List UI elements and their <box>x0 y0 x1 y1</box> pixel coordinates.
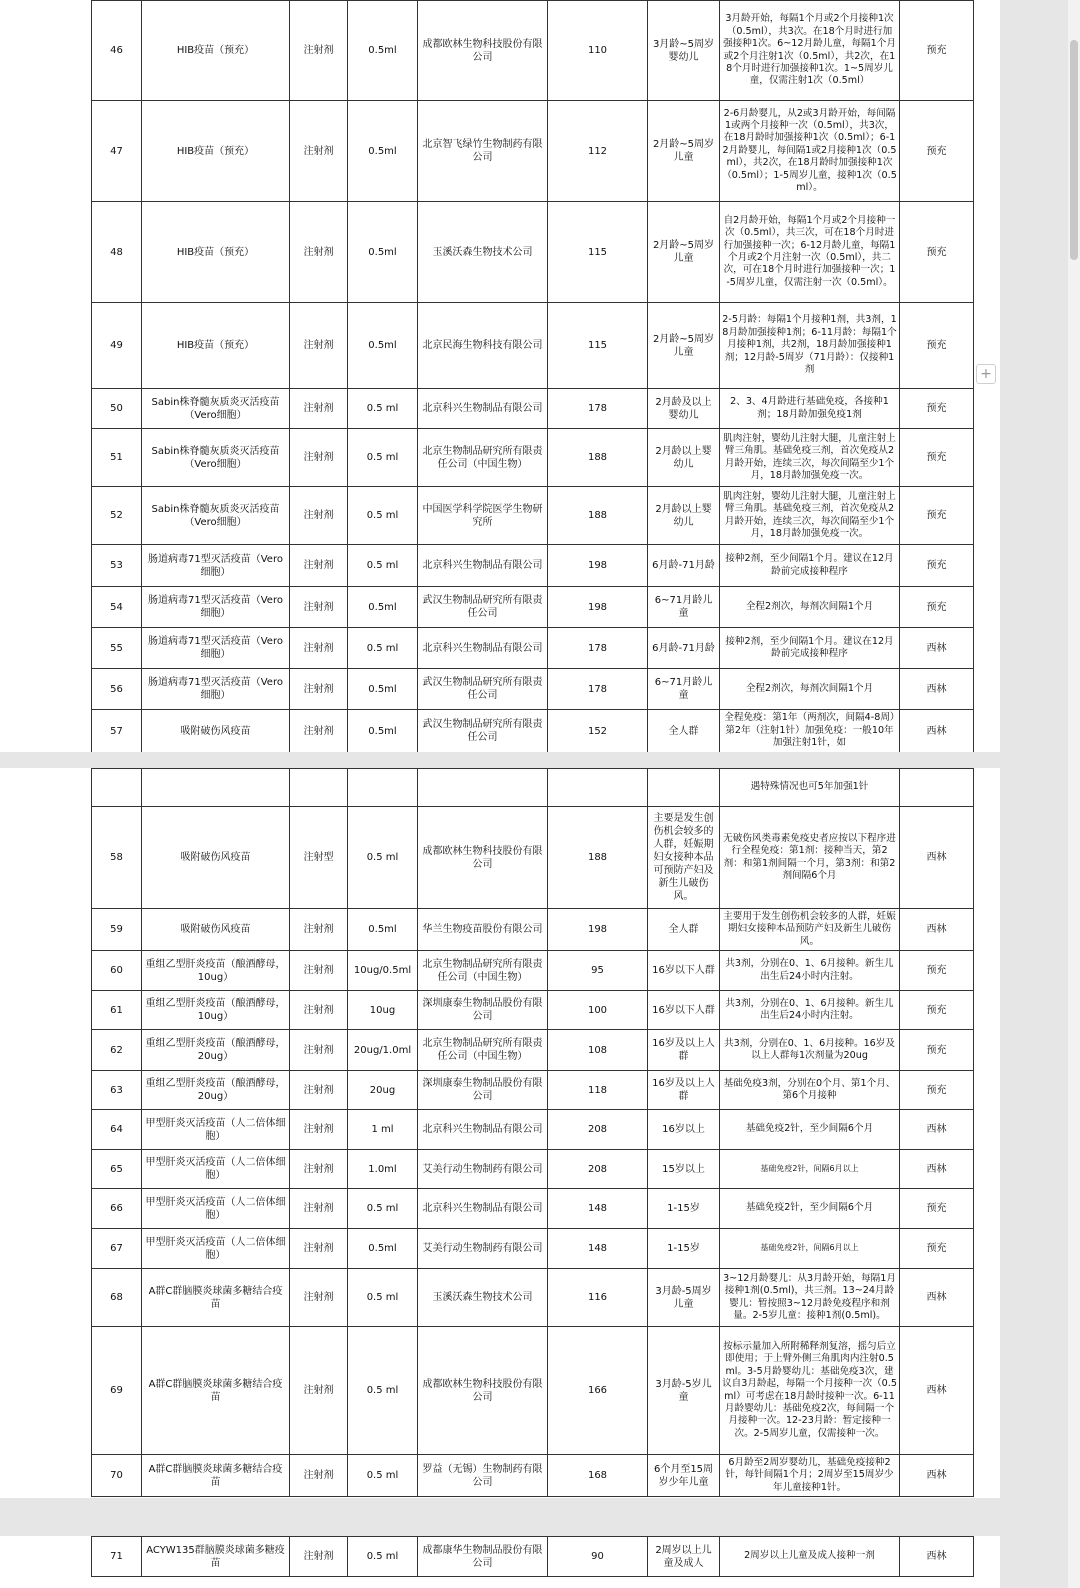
target-population-cell <box>648 769 720 807</box>
specification-cell: 20ug/1.0ml <box>348 1030 418 1071</box>
table-row <box>92 1229 974 1269</box>
table-row <box>92 303 974 389</box>
vaccine-name-cell: ACYW135群脑膜炎球菌多糖疫苗 <box>142 1537 290 1577</box>
target-population-cell: 全人群 <box>648 710 720 753</box>
package-type-cell: 预充 <box>900 1071 974 1110</box>
manufacturer-cell: 成都欧林生物科技股份有限公司 <box>418 807 548 909</box>
package-type-cell: 西林 <box>900 1537 974 1577</box>
immunization-schedule-cell: 共3剂，分别在0、1、6月接种。新生儿出生后24小时内注射。 <box>720 951 900 991</box>
specification-cell: 0.5 ml <box>348 1455 418 1497</box>
manufacturer-cell: 武汉生物制品研究所有限责任公司 <box>418 587 548 628</box>
package-type-cell: 预充 <box>900 487 974 545</box>
manufacturer-cell: 北京科兴生物制品有限公司 <box>418 389 548 429</box>
vaccine-name-cell: A群C群脑膜炎球菌多糖结合疫苗 <box>142 1269 290 1327</box>
package-type-cell: 预充 <box>900 1030 974 1071</box>
package-type-cell: 预充 <box>900 545 974 587</box>
row-number-cell: 48 <box>92 202 142 303</box>
table-row <box>92 769 974 807</box>
row-number-cell: 49 <box>92 303 142 389</box>
manufacturer-cell: 北京生物制品研究所有限责任公司（中国生物） <box>418 429 548 487</box>
specification-cell: 0.5ml <box>348 1 418 101</box>
row-number-cell: 62 <box>92 1030 142 1071</box>
dosage-form-cell: 注射剂 <box>290 389 348 429</box>
dosage-form-cell: 注射型 <box>290 807 348 909</box>
package-type-cell: 预充 <box>900 429 974 487</box>
manufacturer-cell: 玉溪沃森生物技术公司 <box>418 202 548 303</box>
dosage-form-cell: 注射剂 <box>290 669 348 710</box>
table-row <box>92 710 974 753</box>
target-population-cell: 6月龄-71月龄 <box>648 545 720 587</box>
immunization-schedule-cell: 肌肉注射，婴幼儿注射大腿，儿童注射上臂三角肌。基础免疫三剂，首次免疫从2月龄开始，连续三次，每次间隔至少1个月，18月龄加强免疫一次。 <box>720 487 900 545</box>
package-type-cell: 西林 <box>900 669 974 710</box>
row-number-cell: 71 <box>92 1537 142 1577</box>
target-population-cell: 2周岁以上儿童及成人 <box>648 1537 720 1577</box>
target-population-cell: 2月龄~5周岁儿童 <box>648 202 720 303</box>
table-row <box>92 951 974 991</box>
immunization-schedule-cell: 基础免疫2针，至少间隔6个月 <box>720 1189 900 1229</box>
package-type-cell: 西林 <box>900 807 974 909</box>
manufacturer-cell: 武汉生物制品研究所有限责任公司 <box>418 710 548 753</box>
price-cell: 108 <box>548 1030 648 1071</box>
package-type-cell: 预充 <box>900 991 974 1030</box>
manufacturer-cell: 玉溪沃森生物技术公司 <box>418 1269 548 1327</box>
manufacturer-cell: 北京科兴生物制品有限公司 <box>418 545 548 587</box>
dosage-form-cell: 注射剂 <box>290 1229 348 1269</box>
table-row <box>92 545 974 587</box>
price-cell: 188 <box>548 429 648 487</box>
row-number-cell: 67 <box>92 1229 142 1269</box>
table-row <box>92 101 974 202</box>
price-cell: 188 <box>548 807 648 909</box>
vaccine-name-cell: HIB疫苗（预充） <box>142 202 290 303</box>
price-cell: 115 <box>548 303 648 389</box>
price-cell: 178 <box>548 389 648 429</box>
vaccine-name-cell: 甲型肝炎灭活疫苗（人二倍体细胞） <box>142 1229 290 1269</box>
document-page-3 <box>0 1536 1000 1588</box>
dosage-form-cell: 注射剂 <box>290 710 348 753</box>
manufacturer-cell: 武汉生物制品研究所有限责任公司 <box>418 669 548 710</box>
dosage-form-cell: 注射剂 <box>290 429 348 487</box>
price-cell: 188 <box>548 487 648 545</box>
vaccine-name-cell: HIB疫苗（预充） <box>142 303 290 389</box>
vaccine-table <box>91 768 974 1497</box>
row-number-cell: 64 <box>92 1110 142 1150</box>
price-cell: 166 <box>548 1327 648 1455</box>
row-number-cell: 68 <box>92 1269 142 1327</box>
specification-cell: 0.5 ml <box>348 1327 418 1455</box>
specification-cell: 0.5 ml <box>348 1189 418 1229</box>
specification-cell: 10ug <box>348 991 418 1030</box>
immunization-schedule-cell: 共3剂，分别在0、1、6月接种。16岁及以上人群每1次剂量为20ug <box>720 1030 900 1071</box>
target-population-cell: 16岁以上 <box>648 1110 720 1150</box>
vaccine-name-cell: 甲型肝炎灭活疫苗（人二倍体细胞） <box>142 1150 290 1189</box>
table-row <box>92 1327 974 1455</box>
row-number-cell: 51 <box>92 429 142 487</box>
row-number-cell: 47 <box>92 101 142 202</box>
vaccine-name-cell: 重组乙型肝炎疫苗（酿酒酵母，20ug） <box>142 1030 290 1071</box>
dosage-form-cell: 注射剂 <box>290 1455 348 1497</box>
dosage-form-cell: 注射剂 <box>290 587 348 628</box>
immunization-schedule-cell: 接种2剂，至少间隔1个月。建议在12月龄前完成接种程序 <box>720 628 900 669</box>
table-row <box>92 669 974 710</box>
dosage-form-cell: 注射剂 <box>290 1269 348 1327</box>
add-icon[interactable]: + <box>976 364 996 384</box>
immunization-schedule-cell: 基础免疫2针，间隔6月以上 <box>720 1229 900 1269</box>
target-population-cell: 2月龄以上婴幼儿 <box>648 487 720 545</box>
table-row <box>92 1189 974 1229</box>
vaccine-name-cell: HIB疫苗（预充） <box>142 1 290 101</box>
dosage-form-cell: 注射剂 <box>290 991 348 1030</box>
target-population-cell: 6个月至15周岁少年儿童 <box>648 1455 720 1497</box>
vaccine-name-cell: 肠道病毒71型灭活疫苗（Vero细胞） <box>142 587 290 628</box>
price-cell: 148 <box>548 1189 648 1229</box>
row-number-cell: 55 <box>92 628 142 669</box>
document-page-2 <box>0 768 1000 1498</box>
vaccine-name-cell: 甲型肝炎灭活疫苗（人二倍体细胞） <box>142 1110 290 1150</box>
row-number-cell: 70 <box>92 1455 142 1497</box>
row-number-cell: 50 <box>92 389 142 429</box>
table-row <box>92 389 974 429</box>
dosage-form-cell: 注射剂 <box>290 1071 348 1110</box>
vaccine-table <box>91 1536 974 1577</box>
target-population-cell: 16岁以下人群 <box>648 991 720 1030</box>
vaccine-name-cell: A群C群脑膜炎球菌多糖结合疫苗 <box>142 1455 290 1497</box>
target-population-cell: 2月龄~5周岁儿童 <box>648 101 720 202</box>
table-row <box>92 1269 974 1327</box>
dosage-form-cell: 注射剂 <box>290 1110 348 1150</box>
vaccine-table <box>91 0 974 752</box>
package-type-cell: 西林 <box>900 1327 974 1455</box>
target-population-cell: 16岁以下人群 <box>648 951 720 991</box>
manufacturer-cell: 北京科兴生物制品有限公司 <box>418 1110 548 1150</box>
manufacturer-cell: 艾美行动生物制药有限公司 <box>418 1229 548 1269</box>
target-population-cell: 6~71月龄儿童 <box>648 669 720 710</box>
target-population-cell: 3月龄~5周岁婴幼儿 <box>648 1 720 101</box>
manufacturer-cell: 北京科兴生物制品有限公司 <box>418 628 548 669</box>
immunization-schedule-cell: 基础免疫3剂，分别在0个月、第1个月、第6个月接种 <box>720 1071 900 1110</box>
immunization-schedule-cell: 3月龄开始，每隔1个月或2个月接种1次（0.5ml），共3次。在18个月时进行加强接种1次。6~12月龄儿童，每隔1个月或2个月注射1次（0.5ml），共2次，在18个月时进行加强接种1次。1~5周岁儿童，仅需注射1次（0.5ml） <box>720 1 900 101</box>
vaccine-name-cell: 肠道病毒71型灭活疫苗（Vero细胞） <box>142 628 290 669</box>
row-number-cell: 46 <box>92 1 142 101</box>
price-cell: 152 <box>548 710 648 753</box>
immunization-schedule-cell: 按标示量加入所附稀释剂复溶，摇匀后立即使用；于上臂外侧三角肌肉内注射0.5ml。3-5月龄婴幼儿：基础免疫3次，建议自3月龄起，每隔一个月接种一次（0.5ml）可考虑在18月龄时接种一次。6-11月龄婴幼儿：基础免疫2次，每间隔一个月接种一次。12-23月龄：暂定接种一次。2-5周岁儿童，仅需接种一次。 <box>720 1327 900 1455</box>
target-population-cell: 2月龄以上婴幼儿 <box>648 429 720 487</box>
dosage-form-cell: 注射剂 <box>290 628 348 669</box>
document-page-1 <box>0 0 1000 752</box>
package-type-cell: 预充 <box>900 1229 974 1269</box>
price-cell: 198 <box>548 909 648 951</box>
price-cell: 168 <box>548 1455 648 1497</box>
row-number-cell: 59 <box>92 909 142 951</box>
target-population-cell: 全人群 <box>648 909 720 951</box>
dosage-form-cell: 注射剂 <box>290 487 348 545</box>
row-number-cell: 53 <box>92 545 142 587</box>
manufacturer-cell: 罗益（无锡）生物制药有限公司 <box>418 1455 548 1497</box>
specification-cell: 0.5 ml <box>348 429 418 487</box>
target-population-cell: 16岁及以上人群 <box>648 1071 720 1110</box>
specification-cell: 20ug <box>348 1071 418 1110</box>
package-type-cell: 西林 <box>900 1150 974 1189</box>
manufacturer-cell: 北京生物制品研究所有限责任公司（中国生物） <box>418 951 548 991</box>
immunization-schedule-cell: 基础免疫2针，间隔6月以上 <box>720 1150 900 1189</box>
dosage-form-cell: 注射剂 <box>290 1030 348 1071</box>
vaccine-name-cell: 甲型肝炎灭活疫苗（人二倍体细胞） <box>142 1189 290 1229</box>
immunization-schedule-cell: 自2月龄开始，每隔1个月或2个月接种一次（0.5ml），共三次，可在18个月时进行加强接种一次；6-12月龄儿童，每隔1个月或2个月注射一次（0.5ml），共二次，可在18个月时进行加强接种一次；1-5周岁儿童，仅需注射一次（0.5ml）。 <box>720 202 900 303</box>
row-number-cell: 58 <box>92 807 142 909</box>
price-cell: 198 <box>548 587 648 628</box>
target-population-cell: 主要是发生创伤机会较多的人群，妊娠期妇女接种本品可预防产妇及新生儿破伤风。 <box>648 807 720 909</box>
price-cell: 198 <box>548 545 648 587</box>
price-cell: 90 <box>548 1537 648 1577</box>
row-number-cell: 54 <box>92 587 142 628</box>
target-population-cell: 15岁以上 <box>648 1150 720 1189</box>
package-type-cell: 西林 <box>900 628 974 669</box>
immunization-schedule-cell: 遇特殊情况也可5年加强1针 <box>720 769 900 807</box>
table-row <box>92 991 974 1030</box>
price-cell: 95 <box>548 951 648 991</box>
row-number-cell: 65 <box>92 1150 142 1189</box>
target-population-cell: 16岁及以上人群 <box>648 1030 720 1071</box>
immunization-schedule-cell: 3~12月龄婴儿：从3月龄开始，每隔1月接种1剂(0.5ml)，共三剂。13~24月龄婴儿：暂按照3~12月龄免疫程序和剂量。2-5岁儿童：接种1剂(0.5ml)。 <box>720 1269 900 1327</box>
immunization-schedule-cell: 2-6月龄婴儿，从2或3月龄开始，每间隔1或两个月接种一次（0.5ml），共3次，在18月龄时加强接种1次（0.5ml）；6-12月龄婴儿，每间隔1或2月接种1次（0.5ml），共2次，在18月龄时加强接种1次（0.5ml）；1-5周岁儿童，接种1次（0.5ml）。 <box>720 101 900 202</box>
vaccine-name-cell: HIB疫苗（预充） <box>142 101 290 202</box>
table-row <box>92 1 974 101</box>
table-row <box>92 1150 974 1189</box>
immunization-schedule-cell: 无破伤风类毒素免疫史者应按以下程序进行全程免疫：第1剂：接种当天，第2剂：和第1剂间隔一个月，第3剂：和第2剂间隔6个月 <box>720 807 900 909</box>
table-row <box>92 807 974 909</box>
immunization-schedule-cell: 肌肉注射，婴幼儿注射大腿，儿童注射上臂三角肌。基础免疫三剂，首次免疫从2月龄开始，连续三次，每次间隔至少1个月，18月龄加强免疫一次。 <box>720 429 900 487</box>
dosage-form-cell: 注射剂 <box>290 1537 348 1577</box>
manufacturer-cell: 北京民海生物科技有限公司 <box>418 303 548 389</box>
package-type-cell: 西林 <box>900 1110 974 1150</box>
package-type-cell: 预充 <box>900 951 974 991</box>
table-row <box>92 1071 974 1110</box>
package-type-cell: 西林 <box>900 710 974 753</box>
specification-cell: 0.5 ml <box>348 1537 418 1577</box>
table-row <box>92 1537 974 1577</box>
row-number-cell <box>92 769 142 807</box>
target-population-cell: 2月龄~5周岁儿童 <box>648 303 720 389</box>
vaccine-name-cell: Sabin株脊髓灰质炎灭活疫苗（Vero细胞） <box>142 389 290 429</box>
table-row <box>92 1110 974 1150</box>
row-number-cell: 69 <box>92 1327 142 1455</box>
manufacturer-cell: 中国医学科学院医学生物研究所 <box>418 487 548 545</box>
vertical-scrollbar[interactable] <box>1068 0 1080 1588</box>
manufacturer-cell: 深圳康泰生物制品股份有限公司 <box>418 1071 548 1110</box>
vaccine-name-cell: 肠道病毒71型灭活疫苗（Vero细胞） <box>142 669 290 710</box>
manufacturer-cell: 华兰生物疫苗股份有限公司 <box>418 909 548 951</box>
manufacturer-cell: 北京生物制品研究所有限责任公司（中国生物） <box>418 1030 548 1071</box>
manufacturer-cell: 艾美行动生物制药有限公司 <box>418 1150 548 1189</box>
specification-cell: 0.5 ml <box>348 807 418 909</box>
target-population-cell: 6~71月龄儿童 <box>648 587 720 628</box>
immunization-schedule-cell: 接种2剂，至少间隔1个月。建议在12月龄前完成接种程序 <box>720 545 900 587</box>
row-number-cell: 66 <box>92 1189 142 1229</box>
manufacturer-cell <box>418 769 548 807</box>
specification-cell: 0.5 ml <box>348 389 418 429</box>
package-type-cell: 预充 <box>900 587 974 628</box>
package-type-cell: 预充 <box>900 389 974 429</box>
immunization-schedule-cell: 2周岁以上儿童及成人接种一剂 <box>720 1537 900 1577</box>
target-population-cell: 3月龄-5岁儿童 <box>648 1327 720 1455</box>
row-number-cell: 52 <box>92 487 142 545</box>
price-cell: 178 <box>548 628 648 669</box>
immunization-schedule-cell: 全程免疫：第1年（两剂次，间隔4-8周）第2年（注射1针）加强免疫：一般10年加强注射1针，如 <box>720 710 900 753</box>
target-population-cell: 3月龄-5周岁儿童 <box>648 1269 720 1327</box>
manufacturer-cell: 成都欧林生物科技股份有限公司 <box>418 1 548 101</box>
dosage-form-cell: 注射剂 <box>290 101 348 202</box>
immunization-schedule-cell: 全程2剂次，每剂次间隔1个月 <box>720 587 900 628</box>
specification-cell: 0.5ml <box>348 587 418 628</box>
specification-cell: 10ug/0.5ml <box>348 951 418 991</box>
vaccine-name-cell: 吸附破伤风疫苗 <box>142 909 290 951</box>
vaccine-name-cell: 重组乙型肝炎疫苗（酿酒酵母，20ug） <box>142 1071 290 1110</box>
price-cell <box>548 769 648 807</box>
specification-cell: 0.5ml <box>348 1229 418 1269</box>
vaccine-name-cell: A群C群脑膜炎球菌多糖结合疫苗 <box>142 1327 290 1455</box>
vaccine-name-cell: 吸附破伤风疫苗 <box>142 807 290 909</box>
specification-cell: 0.5ml <box>348 710 418 753</box>
vaccine-name-cell <box>142 769 290 807</box>
vaccine-name-cell: 肠道病毒71型灭活疫苗（Vero细胞） <box>142 545 290 587</box>
package-type-cell: 西林 <box>900 1455 974 1497</box>
dosage-form-cell: 注射剂 <box>290 303 348 389</box>
specification-cell: 0.5ml <box>348 303 418 389</box>
package-type-cell <box>900 769 974 807</box>
immunization-schedule-cell: 基础免疫2针，至少间隔6个月 <box>720 1110 900 1150</box>
target-population-cell: 6月龄-71月龄 <box>648 628 720 669</box>
package-type-cell: 西林 <box>900 909 974 951</box>
row-number-cell: 60 <box>92 951 142 991</box>
price-cell: 115 <box>548 202 648 303</box>
price-cell: 208 <box>548 1150 648 1189</box>
dosage-form-cell: 注射剂 <box>290 909 348 951</box>
target-population-cell: 1-15岁 <box>648 1229 720 1269</box>
vaccine-name-cell: 吸附破伤风疫苗 <box>142 710 290 753</box>
specification-cell: 0.5ml <box>348 202 418 303</box>
price-cell: 112 <box>548 101 648 202</box>
package-type-cell: 预充 <box>900 1189 974 1229</box>
price-cell: 148 <box>548 1229 648 1269</box>
dosage-form-cell: 注射剂 <box>290 951 348 991</box>
specification-cell: 1 ml <box>348 1110 418 1150</box>
table-row <box>92 1455 974 1497</box>
table-row <box>92 1030 974 1071</box>
vaccine-name-cell: Sabin株脊髓灰质炎灭活疫苗（Vero细胞） <box>142 429 290 487</box>
row-number-cell: 63 <box>92 1071 142 1110</box>
target-population-cell: 1-15岁 <box>648 1189 720 1229</box>
package-type-cell: 预充 <box>900 303 974 389</box>
vaccine-name-cell: 重组乙型肝炎疫苗（酿酒酵母，10ug） <box>142 951 290 991</box>
manufacturer-cell: 北京智飞绿竹生物制药有限公司 <box>418 101 548 202</box>
manufacturer-cell: 深圳康泰生物制品股份有限公司 <box>418 991 548 1030</box>
price-cell: 116 <box>548 1269 648 1327</box>
specification-cell: 0.5ml <box>348 909 418 951</box>
target-population-cell: 2月龄及以上婴幼儿 <box>648 389 720 429</box>
manufacturer-cell: 成都欧林生物科技股份有限公司 <box>418 1327 548 1455</box>
specification-cell: 0.5 ml <box>348 487 418 545</box>
table-row <box>92 202 974 303</box>
immunization-schedule-cell: 2-5月龄：每隔1个月接种1剂，共3剂，18月龄加强接种1剂；6-11月龄：每隔1个月接种1剂，共2剂，18月龄加强接种1剂；12月龄-5周岁（71月龄）：仅接种1剂 <box>720 303 900 389</box>
package-type-cell: 预充 <box>900 1 974 101</box>
specification-cell: 0.5ml <box>348 669 418 710</box>
package-type-cell: 西林 <box>900 1269 974 1327</box>
dosage-form-cell: 注射剂 <box>290 545 348 587</box>
specification-cell: 0.5 ml <box>348 545 418 587</box>
dosage-form-cell: 注射剂 <box>290 1189 348 1229</box>
row-number-cell: 61 <box>92 991 142 1030</box>
specification-cell: 0.5ml <box>348 101 418 202</box>
price-cell: 110 <box>548 1 648 101</box>
table-row <box>92 628 974 669</box>
price-cell: 208 <box>548 1110 648 1150</box>
price-cell: 118 <box>548 1071 648 1110</box>
package-type-cell: 预充 <box>900 202 974 303</box>
table-row <box>92 909 974 951</box>
row-number-cell: 56 <box>92 669 142 710</box>
row-number-cell: 57 <box>92 710 142 753</box>
manufacturer-cell: 成都康华生物制品股份有限公司 <box>418 1537 548 1577</box>
dosage-form-cell <box>290 769 348 807</box>
specification-cell: 0.5 ml <box>348 628 418 669</box>
table-row <box>92 429 974 487</box>
scrollbar-thumb[interactable] <box>1070 40 1078 260</box>
immunization-schedule-cell: 6月龄至2周岁婴幼儿，基础免疫接种2针，每针间隔1个月；2周岁至15周岁少年儿童接种1针。 <box>720 1455 900 1497</box>
specification-cell <box>348 769 418 807</box>
dosage-form-cell: 注射剂 <box>290 1 348 101</box>
dosage-form-cell: 注射剂 <box>290 202 348 303</box>
package-type-cell: 预充 <box>900 101 974 202</box>
immunization-schedule-cell: 共3剂，分别在0、1、6月接种。新生儿出生后24小时内注射。 <box>720 991 900 1030</box>
manufacturer-cell: 北京科兴生物制品有限公司 <box>418 1189 548 1229</box>
price-cell: 100 <box>548 991 648 1030</box>
immunization-schedule-cell: 2、3、4月龄进行基础免疫，各接种1剂；18月龄加强免疫1剂 <box>720 389 900 429</box>
table-row <box>92 587 974 628</box>
immunization-schedule-cell: 全程2剂次，每剂次间隔1个月 <box>720 669 900 710</box>
immunization-schedule-cell: 主要用于发生创伤机会较多的人群，妊娠期妇女接种本品预防产妇及新生儿破伤风。 <box>720 909 900 951</box>
vaccine-name-cell: Sabin株脊髓灰质炎灭活疫苗（Vero细胞） <box>142 487 290 545</box>
table-row <box>92 487 974 545</box>
specification-cell: 0.5 ml <box>348 1269 418 1327</box>
specification-cell: 1.0ml <box>348 1150 418 1189</box>
vaccine-name-cell: 重组乙型肝炎疫苗（酿酒酵母，10ug） <box>142 991 290 1030</box>
dosage-form-cell: 注射剂 <box>290 1150 348 1189</box>
price-cell: 178 <box>548 669 648 710</box>
dosage-form-cell: 注射剂 <box>290 1327 348 1455</box>
